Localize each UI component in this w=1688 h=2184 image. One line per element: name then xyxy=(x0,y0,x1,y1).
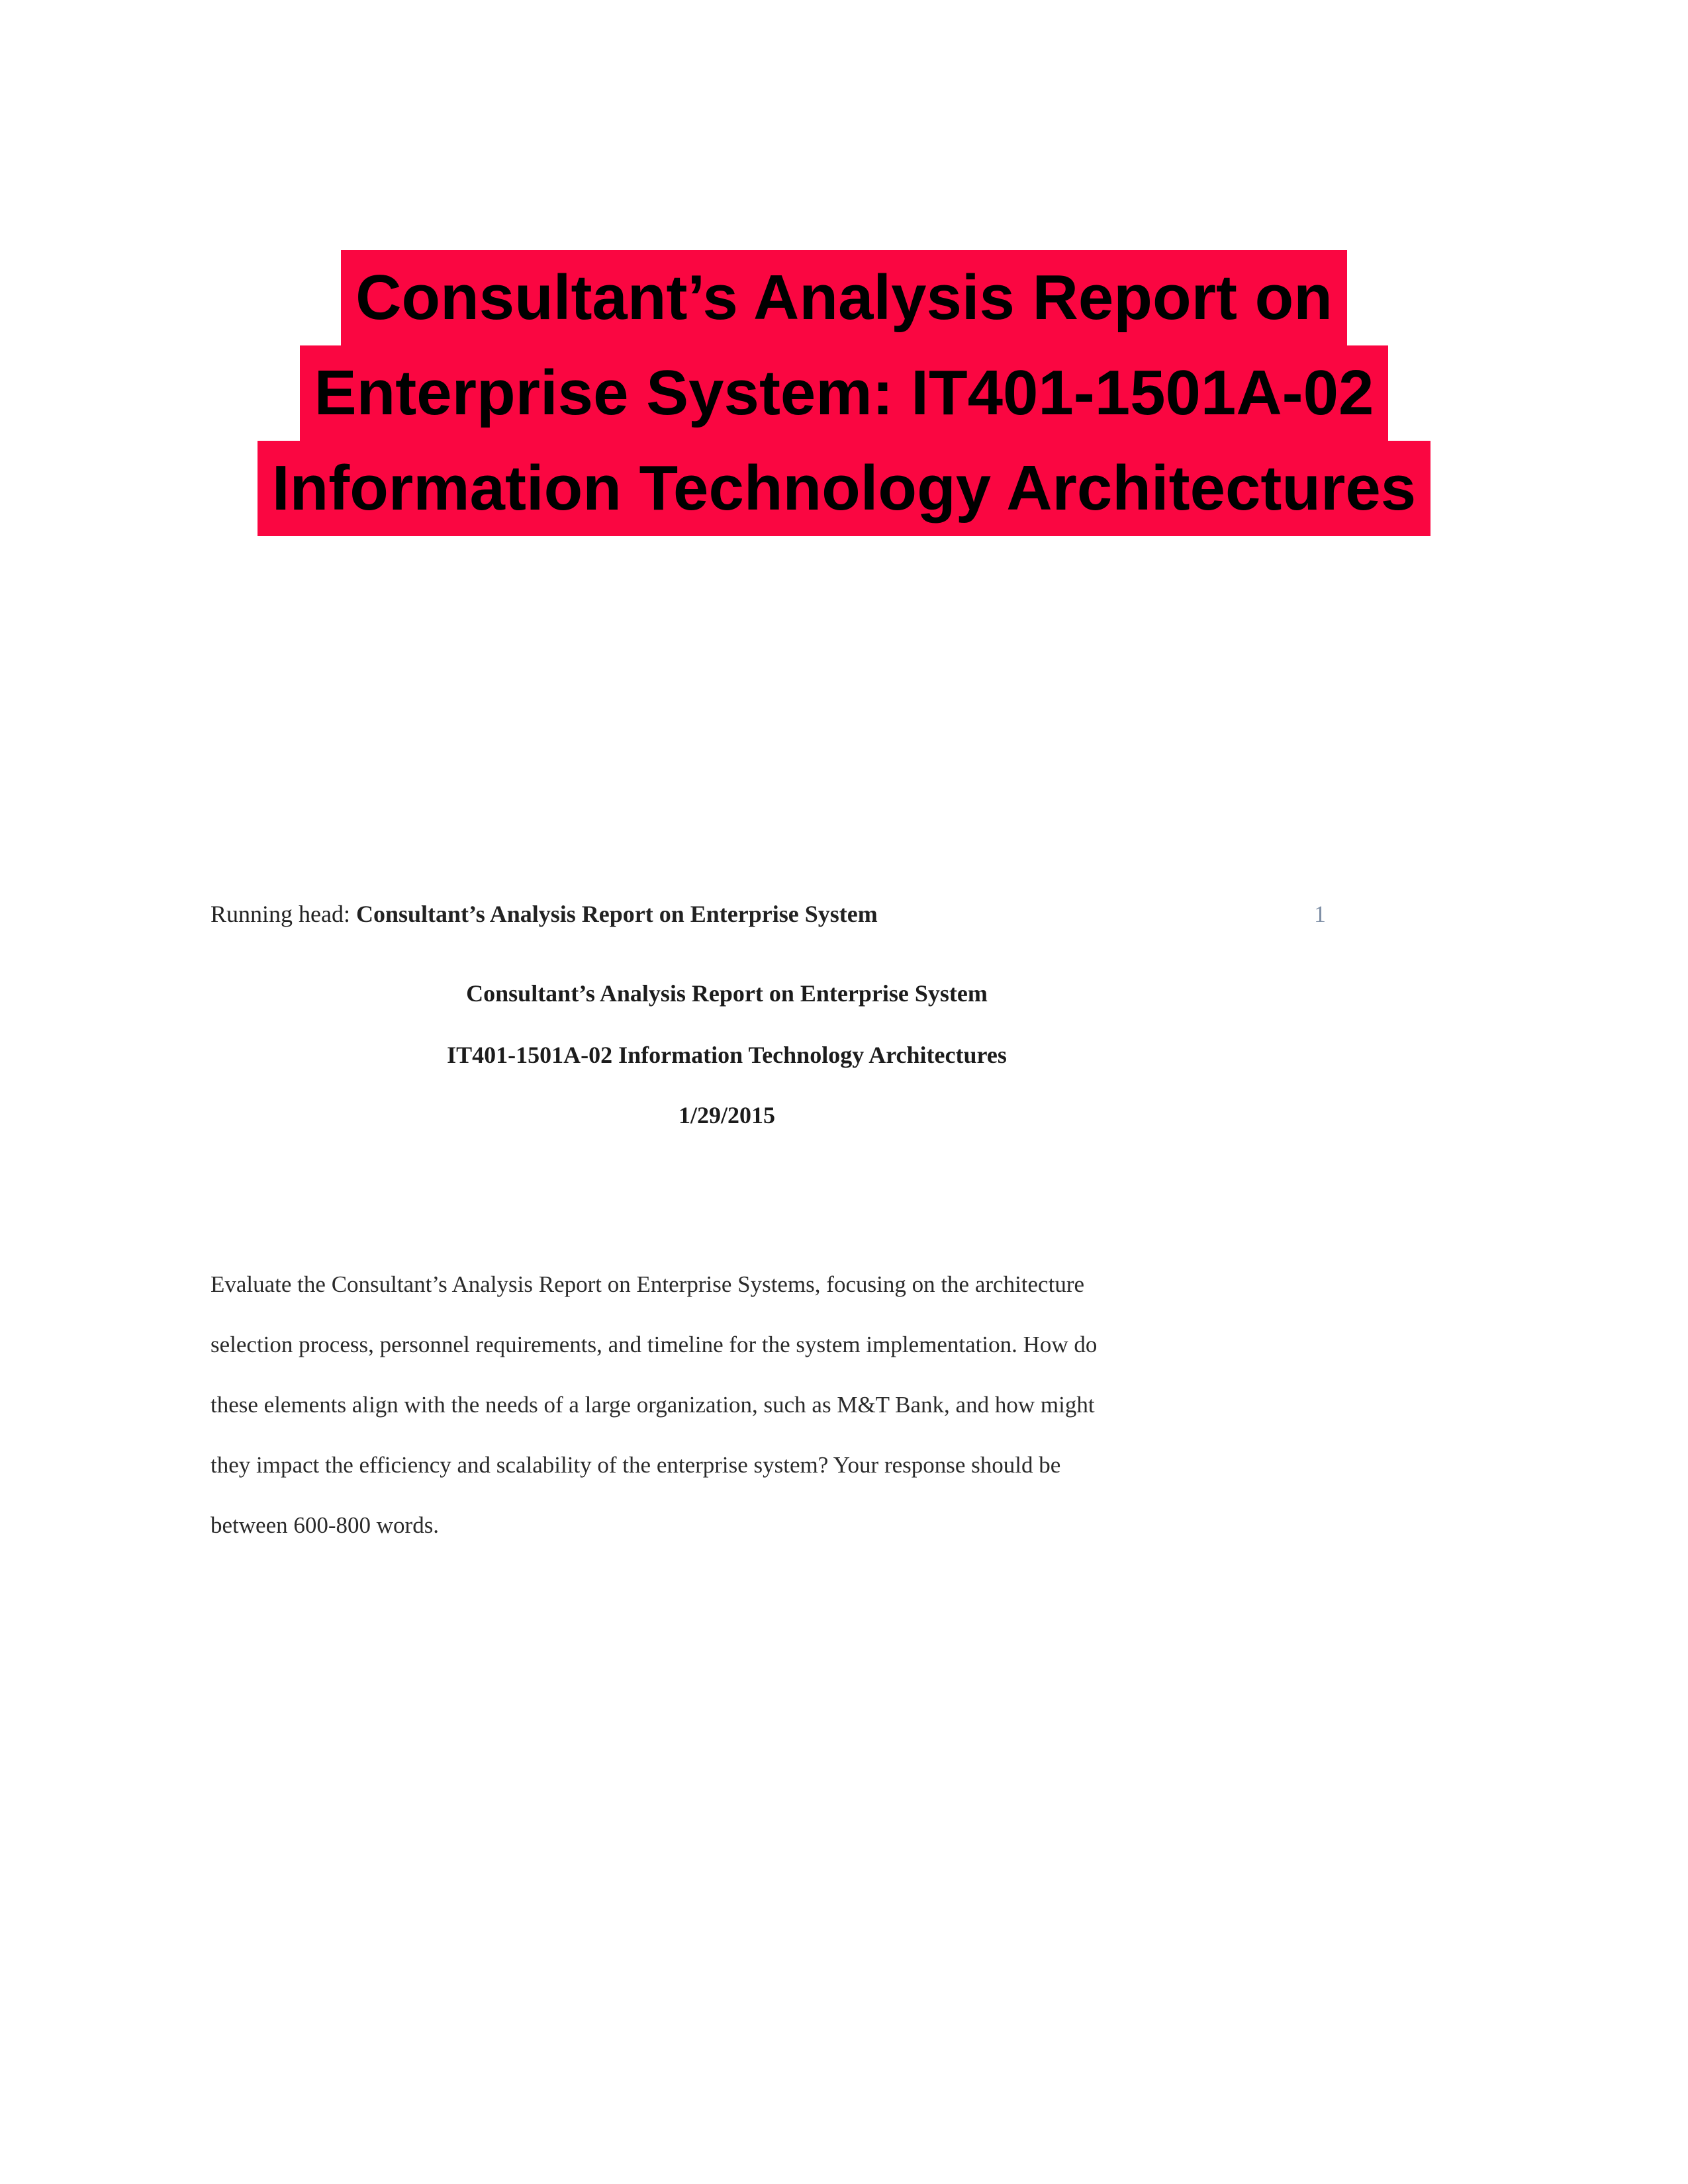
document-course: IT401-1501A-02 Information Technology Architectures xyxy=(447,1042,1007,1068)
body-line: they impact the efficiency and scalability of the enterprise system? Your response should be xyxy=(211,1452,1061,1478)
document-title: Consultant’s Analysis Report on Enterprise System xyxy=(466,980,988,1007)
body-line: Evaluate the Consultant’s Analysis Report on Enterprise Systems, focusing on the architecture xyxy=(211,1271,1085,1297)
document-date: 1/29/2015 xyxy=(678,1102,775,1128)
banner-line-3: Information Technology Architectures xyxy=(258,441,1430,536)
body-line: these elements align with the needs of a large organization, such as M&T Bank, and how might xyxy=(211,1392,1095,1418)
banner-line-1: Consultant’s Analysis Report on xyxy=(341,250,1347,345)
running-head xyxy=(211,900,878,928)
page-number: 1 xyxy=(1314,901,1326,927)
running-head-title: Consultant’s Analysis Report on Enterprise System xyxy=(355,901,878,927)
banner-title xyxy=(0,250,1688,536)
body-line: selection process, personnel requirements, and timeline for the system implementation. How do xyxy=(211,1332,1098,1357)
body-line: between 600-800 words. xyxy=(211,1512,440,1538)
running-head-label: Running head: xyxy=(211,901,350,927)
banner-line-2: Enterprise System: IT401-1501A-02 xyxy=(300,345,1389,441)
body-paragraph xyxy=(211,1254,1243,1555)
